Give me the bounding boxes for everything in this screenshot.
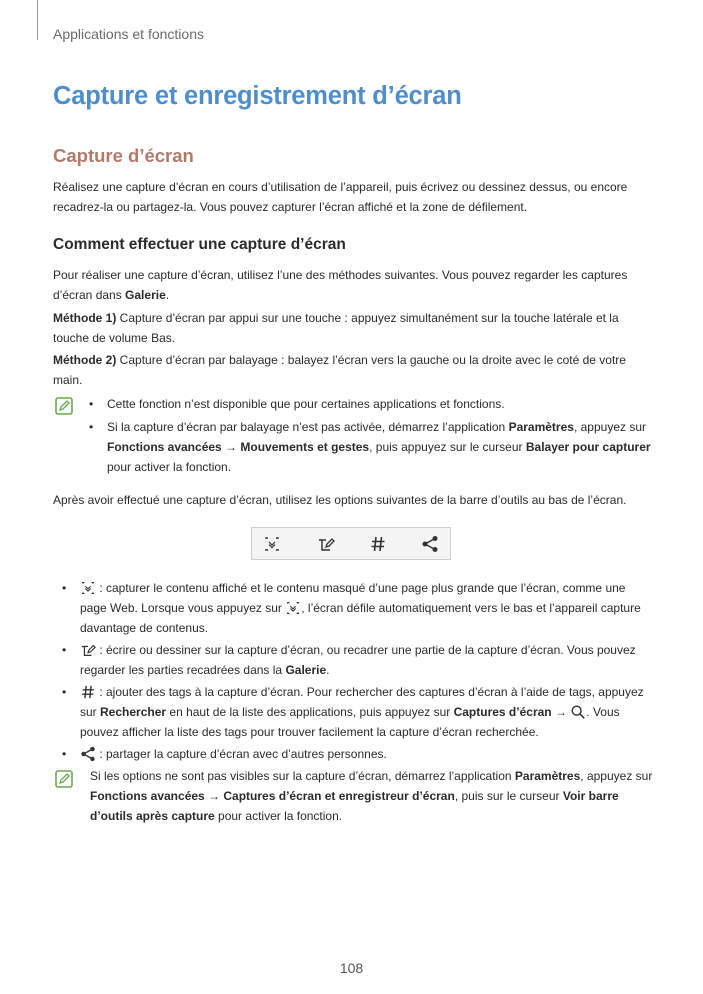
edit-crop-icon[interactable] bbox=[317, 535, 335, 553]
scroll-capture-icon bbox=[80, 580, 96, 596]
note-bullet-1: Cette fonction n’est disponible que pour certaines applications et fonctions. bbox=[107, 397, 505, 411]
page-title: Capture et enregistrement d’écran bbox=[53, 82, 462, 110]
share-icon bbox=[80, 746, 96, 762]
header-divider bbox=[37, 0, 38, 40]
how-to-paragraph: Pour réaliser une capture d’écran, utilisez l’une des méthodes suivantes. Vous pouvez regarder les captures d’écran dans Galerie. bbox=[53, 268, 628, 302]
section-title: Capture d’écran bbox=[53, 145, 194, 166]
option-edit: : écrire ou dessiner sur la capture d’écran, ou recadrer une partie de la capture d’écran. Vous pouvez regarder les parties recadrées dans la Galerie. bbox=[80, 643, 636, 677]
screenshot-toolbar bbox=[251, 527, 451, 560]
share-icon[interactable] bbox=[421, 535, 439, 553]
search-icon bbox=[570, 704, 586, 720]
hashtag-icon[interactable] bbox=[369, 535, 387, 553]
section-header: Applications et fonctions bbox=[53, 26, 204, 42]
option-share: : partager la capture d’écran avec d’autres personnes. bbox=[80, 744, 650, 764]
page-number: 108 bbox=[339, 960, 364, 976]
note-2: Si les options ne sont pas visibles sur la capture d’écran, démarrez l’application Paramètres, appuyez sur Fonctions avancées → Captures d’écran et enregistreur d’écran, puis sur le curseur Voir barre d’outils après capture pour activer la fonction. bbox=[90, 769, 653, 823]
note-icon bbox=[55, 397, 73, 415]
intro-paragraph: Réalisez une capture d’écran en cours d’utilisation de l’appareil, puis écrivez ou dessinez dessus, ou encore recadrez-la ou partagez-la. Vous pouvez capturer l’écran affiché et la zone de défilement. bbox=[53, 180, 628, 214]
after-paragraph: Après avoir effectué une capture d’écran, utilisez les options suivantes de la barre d’outils au bas de l’écran. bbox=[53, 493, 627, 507]
method-2: Méthode 2) Capture d’écran par balayage : balayez l’écran vers la gauche ou la droite avec le coté de votre main. bbox=[53, 353, 626, 387]
method-1: Méthode 1) Capture d’écran par appui sur une touche : appuyez simultanément sur la touche latérale et la touche de volume Bas. bbox=[53, 311, 619, 345]
note-icon bbox=[55, 770, 73, 788]
hashtag-icon bbox=[80, 684, 96, 700]
how-to-title: Comment effectuer une capture d’écran bbox=[53, 236, 346, 253]
note-bullet-2: Si la capture d’écran par balayage n’est pas activée, démarrez l’application Paramètres, appuyez sur Fonctions avancées → Mouvements et gestes, puis appuyez sur le curseur Balayer pour capturer pour activer la fonction. bbox=[107, 420, 651, 474]
option-scroll-capture: : capturer le contenu affiché et le contenu masqué d’une page plus grande que l’écran, comme une page Web. Lorsque vous appuyez sur , l’écran défile automatiquement vers le bas et l’appareil capture davantage de contenus. bbox=[80, 581, 641, 635]
scroll-capture-icon bbox=[285, 600, 301, 616]
edit-crop-icon bbox=[80, 642, 96, 658]
scroll-capture-icon[interactable] bbox=[263, 535, 281, 553]
option-tags: : ajouter des tags à la capture d’écran. Pour rechercher des captures d’écran à l’aide de tags, appuyez sur Rechercher en haut de la liste des applications, puis appuyez sur Captures d’écran → . Vous pouvez afficher la liste des tags pour trouver facilement la capture d’écran recherchée. bbox=[80, 685, 644, 739]
